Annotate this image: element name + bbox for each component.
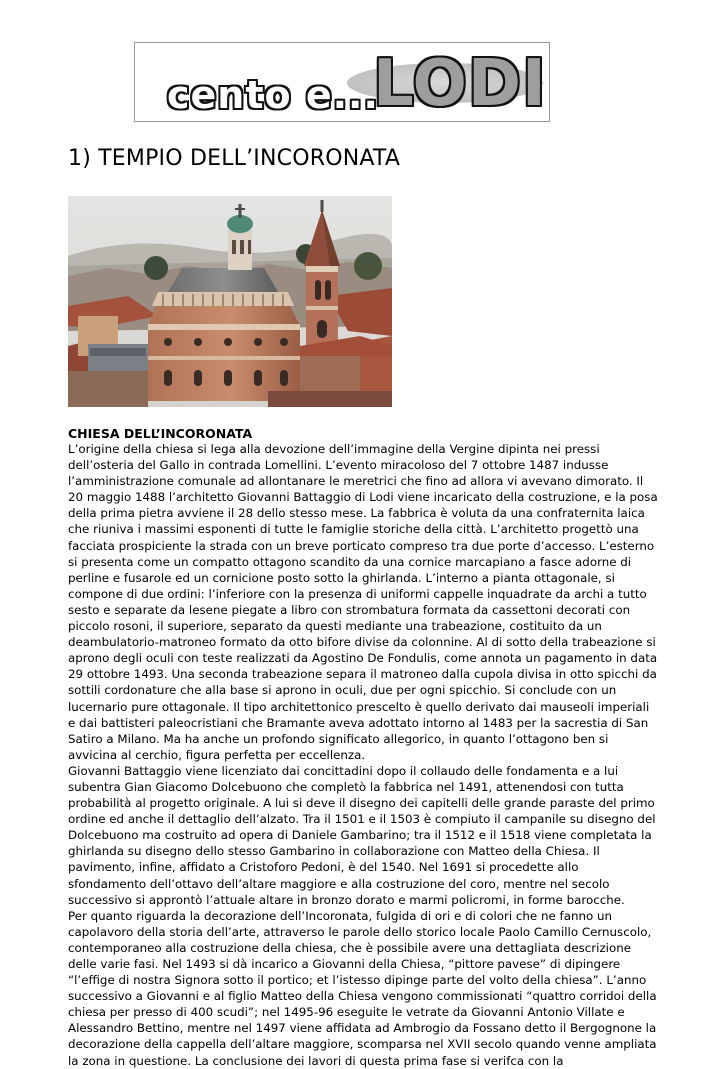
church-photo-icon	[68, 196, 392, 407]
paragraph: L’origine della chiesa si lega alla devozione dell’immagine della Vergine dipinta nei pressi dell’osteria del Gallo in contrada Lomellini. L’evento miracoloso del 7 ottobre 1487 indusse l’amministrazione comunale ad allontanare le meretrici che fino ad allora vi avevano dimorato. Il 20 maggio 1488 l’architetto Giovanni Battaggio di Lodi viene incaricato della costruzione, e la posa della prima pietra avviene il 28 dello stesso mese. La fabbrica è voluta da una confraternita laica che riuniva i massimi esponenti di tutte le famiglie storiche della città. L’architetto progettò una facciata prospiciente la strada con un breve porticato compreso tra due porte d’accesso. L’esterno si presenta come un compatto ottagono scandito da una cornice marcapiano a fasce adorne di perline e fusarole ed un cornicione posto sotto la ghirlanda. L’interno a pianta ottagonale, si compone di due ordini: l’inferiore con la presenza di uniformi cappelle inquadrate da archi a tutto sesto e separate da lesene piegate a libro con strombatura formata da cassettoni decorati con piccolo rosoni, il superiore, separato da questi mediante una trabeazione, costituito da un deambulatorio-matroneo formato da otto bifore divise da colonnine. Al di sotto della trabeazione si aprono degli oculi con teste realizzati da Agostino De Fondulis, come annota un pagamento in data 29 ottobre 1493. Una seconda trabeazione separa il matroneo dalla cupola divisa in otto spicchi da sottili cordonature che alla base si aprono in oculi, due per ogni spicchio. Si conclude con un lucernario pure ottagonale. Il tipo architettonico prescelto è quello derivato dai mauseoli imperiali e dai battisteri paleocristiani che Bramante aveva adottato intorno al 1483 per la sacrestia di San Satiro a Milano. Ma ha anche un profondo significato allegorico, in quanto l’ottagono ben si avvicina al cerchio, figura perfetta per eccellenza.	[68, 442, 658, 762]
church-photo	[68, 196, 392, 407]
section-heading: CHIESA DELL’INCORONATA	[68, 426, 253, 441]
page-title: 1) TEMPIO DELL’INCORONATA	[68, 146, 401, 171]
header-banner	[134, 42, 550, 122]
banner-tagline: cento e...	[167, 73, 379, 117]
article-body	[68, 441, 658, 1069]
paragraph: Per quanto riguarda la decorazione dell’Incoronata, fulgida di ori e di colori che ne fanno un capolavoro della storia dell’arte, attraverso le parole dello storico locale Paolo Camillo Cernuscolo, contemporaneo alla costruzione della chiesa, che è possibile avere una dettagliata descrizione delle varie fasi. Nel 1493 si dà incarico a Giovanni della Chiesa, “pittore pavese” di dipingere “l’effige di nostra Signora sotto il portico; et l’istesso dipinge parte del volto della chiesa”. L’anno successivo a Giovanni e al figlio Matteo della Chiesa vengono commissionati “quattro corridoi della chiesa per presso di 400 scudi”; nel 1495-96 eseguite le vetrate da Giovanni Antonio Villate e Alessandro Bettino, mentre nel 1497 viene affidata ad Ambrogio da Fossano detto il Bergognone la decorazione della cappella dell’altare maggiore, scomparsa nel XVII secolo quando venne ampliata la zona in questione. La conclusione dei lavori di questa prima fase si verifca con la	[68, 908, 657, 1068]
paragraph: Giovanni Battaggio viene licenziato dai concittadini dopo il collaudo delle fondamenta e a lui subentra Gian Giacomo Dolcebuono che completò la fabbrica nel 1491, attenendosi con tutta probabilità al progetto originale. A lui si deve il disegno dei capitelli delle grande paraste del primo ordine ed anche il dettaglio dell’alzato. Tra il 1501 e il 1503 è compiuto il campanile su disegno del Dolcebuono ma costruito ad opera di Daniele Gambarino; tra il 1512 e il 1518 viene completata la ghirlanda su disegno dello stesso Gambarino in collaborazione con Matteo della Chiesa. Il pavimento, infine, affidato a Cristoforo Pedoni, è del 1540. Nel 1691 si procedette allo sfondamento dell’ottavo dell’altare maggiore e alla costruzione del coro, mentre nel secolo successivo si approntò l’attuale altare in bronzo dorato e marmi policromi, in forme barocche.	[68, 763, 656, 907]
banner-city-name: LODI	[373, 47, 547, 121]
